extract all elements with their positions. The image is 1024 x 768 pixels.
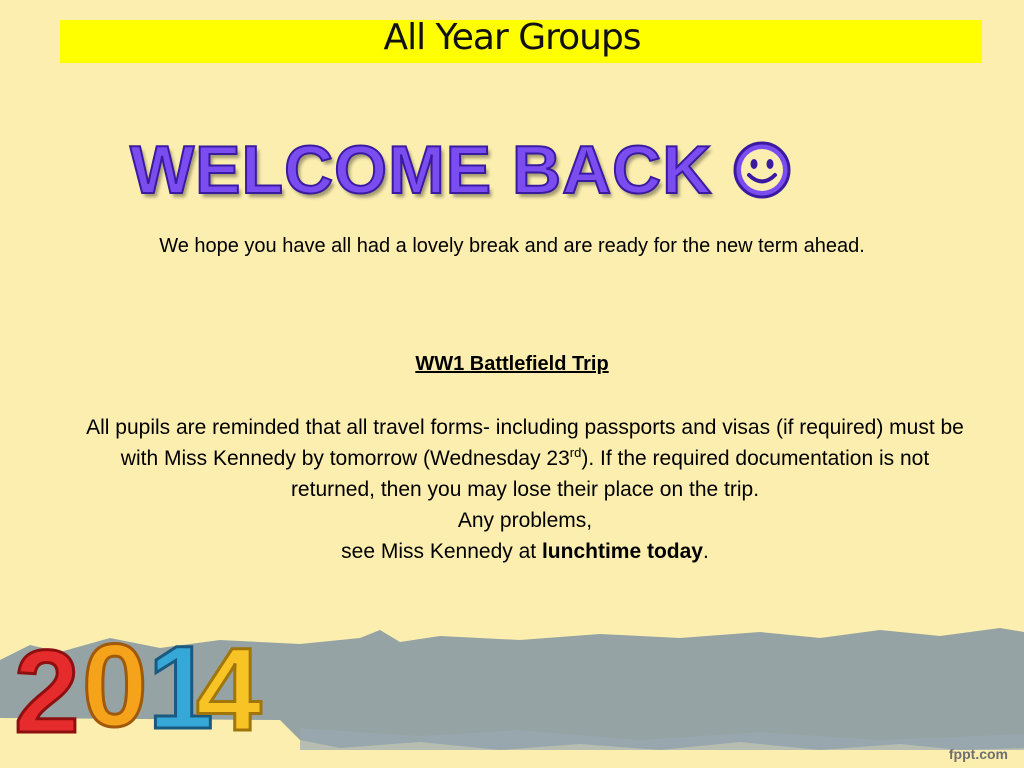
welcome-heading: WELCOME BACK [130, 132, 713, 208]
year-label: 2014 [0, 600, 3, 601]
svg-text:2: 2 [14, 626, 80, 758]
svg-text:1: 1 [148, 622, 214, 754]
trip-contact-line [80, 536, 970, 567]
trip-heading: WW1 Battlefield Trip [415, 353, 609, 375]
intro-text: We hope you have all had a lovely break and are ready for the new term ahead. [159, 235, 865, 257]
trip-problems-line: Any problems, [457, 509, 593, 532]
svg-text:0: 0 [82, 620, 148, 752]
welcome-banner [130, 130, 890, 210]
smiley-icon [730, 138, 794, 202]
contact-suffix: . [702, 540, 709, 563]
footer-art [0, 600, 1024, 768]
contact-prefix: see Miss Kennedy at [341, 540, 542, 563]
trip-text-start: All pupils are reminded that all travel forms- including passports and visas (if required) must be with Miss Kennedy by tomorrow (Wednesday 23 [86, 416, 964, 470]
trip-date-suffix: rd [569, 445, 582, 460]
svg-text:4: 4 [196, 624, 262, 756]
contact-time: lunchtime today [541, 540, 703, 563]
trip-text-end: ). If the required documentation is not returned, then you may lose their place on the trip. [290, 447, 930, 501]
fppt-watermark: fppt.com [948, 746, 1008, 762]
trip-notice [80, 412, 970, 567]
trip-paragraph [80, 412, 970, 505]
slide-title: All Year Groups [383, 17, 641, 58]
year-2014-graphic [14, 620, 262, 758]
